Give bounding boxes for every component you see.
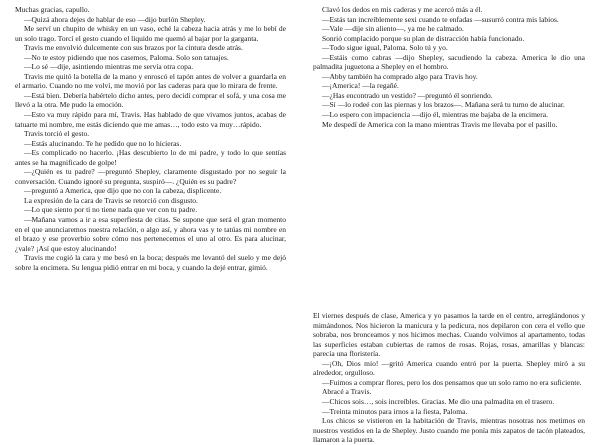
paragraph: —Abby también ha comprado algo para Travis hoy. <box>322 71 478 81</box>
section-break <box>313 129 585 311</box>
paragraph: —Sí —lo rodeé con las piernas y los brazos—. Mañana será tu turno de alucinar. <box>322 100 565 110</box>
paragraph: —Lo que siento por ti no tiene nada que ver con tu padre. <box>24 205 198 215</box>
paragraph: —No te estoy pidiendo que nos casemos, Paloma. Solo son tatuajes. <box>24 52 229 62</box>
paragraph: —¡America! —la regañé. <box>322 81 399 91</box>
paragraph: —Estás alucinando. Te he pedido que no lo hicieras. <box>24 138 182 148</box>
paragraph: —Estás tan increíblemente sexi cuando te enfadas —susurró contra mis labios. <box>322 14 559 24</box>
paragraph: —Mañana vamos a ir a esa superfiesta de citas. Se supone que será el gran momento en el que anunciaremos nuestra relación, o algo así, y ahora vas y te tatúas mi nombre en el brazo y ese proverbio sobre cómo nos pertenecemos el uno al otro. Es para alucinar, ¿vale? ¡Así que estoy alucinando! <box>15 215 286 253</box>
paragraph: —Esto va muy rápido para mí, Travis. Has hablado de que vivamos juntos, acabas de tatuarte mi nombre, me estás diciendo que me amas…, todo esto va muy…rápido. <box>15 110 286 129</box>
paragraph: Travis me envolvió dulcemente con sus brazos por la cintura desde atrás. <box>24 43 243 53</box>
paragraph: Clavó los dedos en mis caderas y me acercó más a él. <box>322 5 483 14</box>
paragraph: —Fuimos a comprar flores, pero los dos pensamos que un solo ramo no era suficiente. <box>322 377 582 387</box>
paragraph: —Treinta minutos para irnos a la fiesta, Paloma. <box>322 406 468 416</box>
paragraph: —Estáis como cabras —dijo Shepley, sacudiendo la cabeza. America le dio una palmadita juguetona a Shepley en el hombro. <box>313 52 585 72</box>
paragraph: La expresión de la cara de Travis se retorció con disgusto. <box>24 195 198 205</box>
left-page <box>15 5 286 272</box>
paragraph: Sonrió complacido porque su plan de distracción había funcionado. <box>322 33 525 43</box>
paragraph: Travis torció el gesto. <box>24 129 90 139</box>
paragraph: —Lo sé —dije, asintiendo mientras me servía otra copa. <box>24 62 194 72</box>
right-page <box>313 5 585 445</box>
paragraph: Me despedí de America con la mano mientras Travis me llevaba por el pasillo. <box>322 119 558 129</box>
paragraph: —preguntó a America, que dijo que no con la cabeza, displicente. <box>24 186 222 196</box>
paragraph: Los chicos se vistieron en la habitación de Travis, mientras nosotras nos metimos en nuestros vestidos en la de Shepley. Justo cuando me ponía mis zapatos de tacón plateados, llamaron a la puerta. <box>313 416 585 445</box>
paragraph: —¿Quién es tu padre? —preguntó Shepley, claramente disgustado por no seguir la conversación. Cuando ignoré su pregunta, suspiró—. ¿Quién es su padre? <box>15 167 286 186</box>
paragraph: Travis me cogió la cara y me besó en la boca; después me levantó del suelo y me dejó sobre la encimera. Su lengua pidió entrar en mi boca, y cuando la dejé entrar, gimió. <box>15 253 286 272</box>
paragraph: —Lo espero con impaciencia —dijo él, mientras me bajaba de la encimera. <box>322 110 548 120</box>
paragraph: —Vale —dije sin aliento—, ya me he calmado. <box>322 24 464 34</box>
paragraph: —Todo sigue igual, Paloma. Solo tú y yo. <box>322 43 448 53</box>
paragraph: —Es complicado no hacerlo. ¡Has descubierto lo de mi padre, y todo lo que sentías antes se ha magnificado de golpe! <box>15 148 286 167</box>
paragraph: —¡Oh, Dios mío! —gritó America cuando entró por la puerta. Shepley miró a su alrededor, orgulloso. <box>313 358 585 378</box>
paragraph: —Está bien. Debería habértelo dicho antes, pero decidí comprar el sofá, y una cosa me llevó a la otra. Me pudo la emoción. <box>15 90 286 110</box>
paragraph: —Chicos sois…, sois increíbles. Gracias. Me dio una palmadita en el trasero. <box>322 397 555 407</box>
paragraph: —Quizá ahora dejes de hablar de eso —dijo burlón Shepley. <box>24 14 206 24</box>
paragraph: El viernes después de clase, America y yo pasamos la tarde en el centro, arreglándonos y mimándonos. Nos hicieron la manicura y la pedicura, nos depilaron con cera el vello que sobraba, nos bronceamos y nos hicimos mechas. Cuando volvimos al apartamento, todas las superficies estaban cubiertas de ramos de rosas. Rojas, rosas, amarillas y blancas: parecía una floristería. <box>313 311 585 359</box>
paragraph: Muchas gracias, capullo. <box>15 5 90 14</box>
paragraph: Travis me quitó la botella de la mano y enroscó el tapón antes de volver a guardarla en el armario. Cuando no me volví, me movió por las caderas para que lo mirara de frente. <box>15 71 286 91</box>
paragraph: Me serví un chupito de whisky en un vaso, eché la cabeza hacia atrás y me lo bebí de un solo trago. Torcí el gesto cuando el líquido me quemó al bajar por la garganta. <box>15 24 286 43</box>
paragraph: —¿Has encontrado un vestido? —preguntó él sonriendo. <box>322 90 493 100</box>
paragraph: Abracé a Travis. <box>322 387 372 397</box>
